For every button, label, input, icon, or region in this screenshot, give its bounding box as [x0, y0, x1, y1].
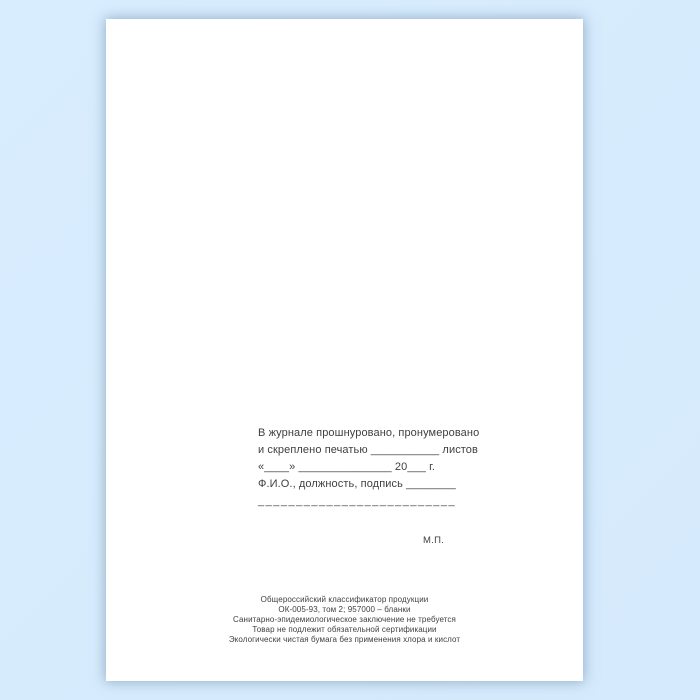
stamp-place-label: М.П.	[423, 535, 445, 546]
footer-ecology-line: Экологически чистая бумага без применения хлора и кислот	[228, 635, 461, 644]
certification-line-4-name-signature-blank: Ф.И.О., должность, подпись ________	[258, 478, 456, 490]
certification-block	[258, 425, 480, 510]
journal-back-page	[106, 19, 583, 681]
publisher-footer	[106, 595, 583, 645]
certification-line-2-sheets-blank: и скреплено печатью ___________ листов	[258, 444, 478, 456]
footer-certification-line: Товар не подлежит обязательной сертификации	[252, 625, 437, 634]
certification-line-3-date-blank: «____» _______________ 20___ г.	[258, 461, 436, 473]
certification-line-1: В журнале прошнуровано, пронумеровано	[258, 427, 480, 439]
footer-classifier-line: Общероссийский классификатор продукции	[260, 595, 429, 604]
footer-ok-code-line: ОК-005-93, том 2; 957000 – бланки	[278, 605, 411, 614]
certification-line-5-dashed-rule: __________________________	[258, 495, 457, 507]
footer-sanitary-line: Санитарно-эпидемиологическое заключение не требуется	[233, 615, 456, 624]
